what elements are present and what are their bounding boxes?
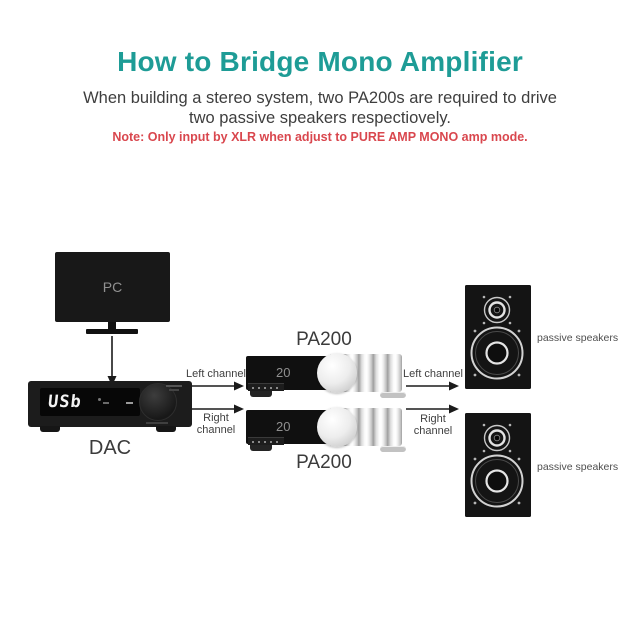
arrow-pc-to-dac: [108, 336, 117, 386]
display-indicator-dash: [103, 402, 109, 404]
amplifier-top: [246, 354, 402, 392]
amp-port-strip: [248, 383, 284, 391]
subtitle-line-1: When building a stereo system, two PA200s are required to drive: [83, 89, 557, 107]
label-right-channel-dac: Right channel: [196, 412, 236, 436]
note-text: Note: Only input by XLR when adjust to PURE AMP MONO amp mode.: [112, 130, 528, 144]
amp-port-strip: [248, 437, 284, 445]
passive-speaker-bottom: [465, 413, 531, 517]
dac-foot: [156, 426, 176, 432]
page-title: How to Bridge Mono Amplifier: [117, 46, 523, 77]
amp-volume-knob: [317, 353, 357, 393]
amp-bottom-title: PA200: [296, 452, 352, 473]
pc-monitor: [55, 252, 170, 322]
dac-display: [40, 388, 140, 416]
arrow-amp-top-to-speaker: [406, 382, 459, 391]
label-right-channel-amp: Right channel: [413, 413, 453, 437]
amp-display-value: 20: [276, 419, 291, 434]
label-left-channel-dac: Left channel: [186, 368, 246, 380]
pc-monitor-neck: [108, 322, 116, 329]
subtitle-line-2: two passive speakers respectiovely.: [189, 109, 451, 127]
dac-model-mark: [146, 422, 168, 424]
amplifier-bottom: [246, 408, 402, 446]
dac-branding-mark: [166, 385, 182, 387]
dac-foot: [40, 426, 60, 432]
amp-foot: [250, 391, 272, 397]
pc-label: PC: [102, 279, 123, 295]
dac-device: [28, 381, 192, 427]
amp-top-title: PA200: [296, 329, 352, 350]
dac-branding-mark: [169, 389, 179, 391]
pc-monitor-stand: [86, 329, 138, 334]
bluetooth-icon: [98, 398, 101, 401]
dac-display-text: USb: [46, 392, 83, 412]
amp-foot: [250, 445, 272, 451]
amp-foot: [380, 392, 406, 398]
dac-label: DAC: [88, 437, 132, 459]
arrow-dac-to-amp-top: [191, 382, 244, 391]
label-left-channel-amp: Left channel: [403, 368, 463, 380]
speaker-bottom-label: passive speakers: [537, 461, 619, 473]
amp-display-value: 20: [276, 365, 291, 380]
amp-volume-knob: [317, 407, 357, 447]
passive-speaker-top: [465, 285, 531, 389]
speaker-top-label: passive speakers: [537, 332, 619, 344]
speaker-cabinet: [465, 413, 531, 517]
display-minus-mark: [126, 402, 133, 404]
speaker-cabinet: [465, 285, 531, 389]
